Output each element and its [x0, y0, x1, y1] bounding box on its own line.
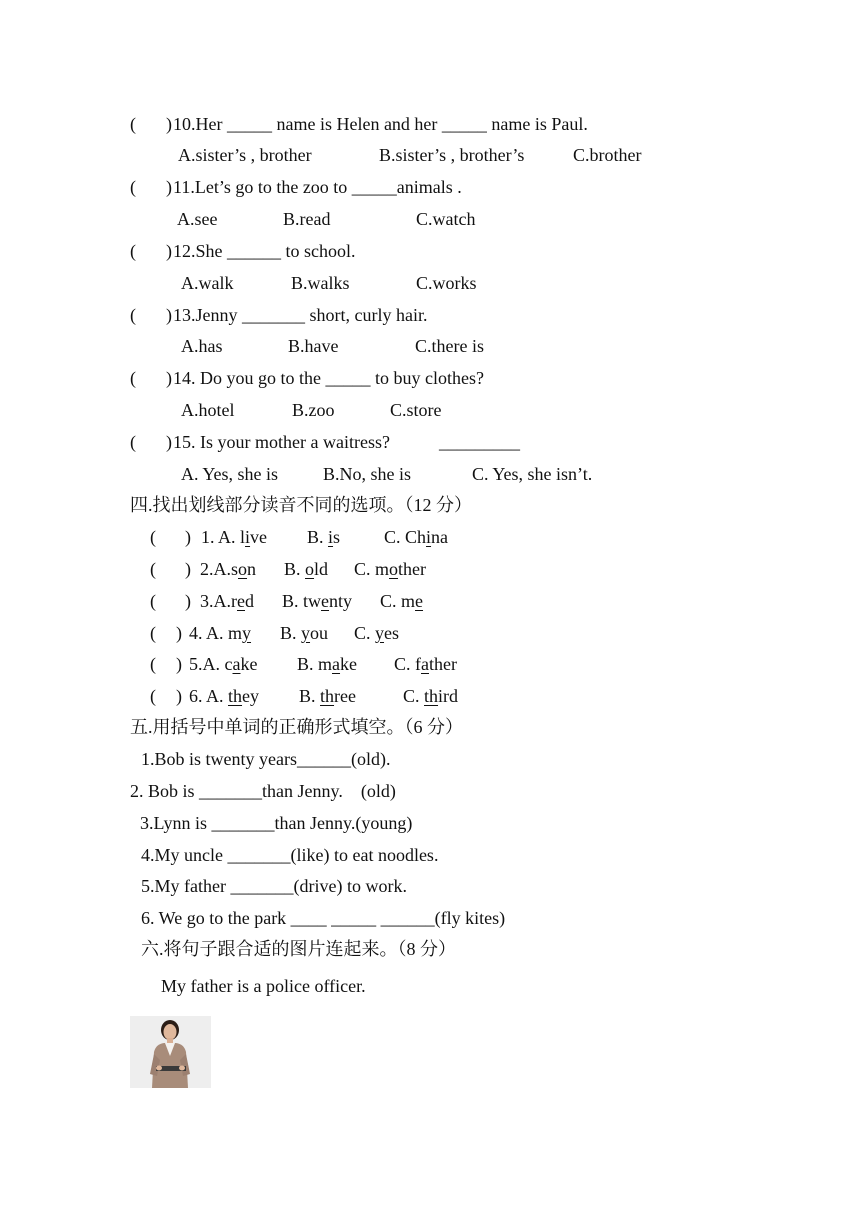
s6-sentence: My father is a police officer. [161, 976, 366, 996]
q12-paren-open: ( [130, 241, 136, 261]
q11-option-c: C.watch [416, 209, 476, 229]
q12-option-c: C.works [416, 273, 477, 293]
q13-option-b: B.have [288, 336, 339, 356]
q13-option-c: C.there is [415, 336, 484, 356]
s4-item5-paren-close: ) [176, 654, 182, 674]
q14-paren-close: ) [166, 368, 172, 388]
q10-paren-open: ( [130, 114, 136, 134]
s4-item3-option-c: C. me [380, 591, 424, 611]
q10-option-a: A.sister’s , brother [178, 145, 312, 165]
s4-item6-paren-open: ( [150, 686, 156, 706]
section6-title: 六.将句子跟合适的图片连起来。（8 分） [141, 939, 456, 959]
s4-item5-option-c: C. father [394, 654, 457, 674]
q13-paren-open: ( [130, 305, 136, 325]
s4-item2-paren-close: ) [185, 559, 191, 579]
q15-stem: 15. Is your mother a waitress? [173, 432, 390, 452]
s4-item1-paren-open: ( [150, 527, 156, 547]
q15-paren-open: ( [130, 432, 136, 452]
s4-item3-paren-open: ( [150, 591, 156, 611]
s4-item1-paren-close: ) [185, 527, 191, 547]
s4-item3-paren-close: ) [185, 591, 191, 611]
q12-option-b: B.walks [291, 273, 350, 293]
s4-item6-option-b: B. three [299, 686, 357, 706]
q15-paren-close: ) [166, 432, 172, 452]
q14-paren-open: ( [130, 368, 136, 388]
section4-title: 四.找出划线部分读音不同的选项。（12 分） [130, 495, 472, 515]
s5-item5: 5.My father _______(drive) to work. [141, 876, 407, 896]
q15-option-b: B.No, she is [323, 464, 412, 484]
s4-item6-paren-close: ) [176, 686, 182, 706]
s4-item6-option-a: 6. A. they [189, 686, 260, 706]
q14-option-b: B.zoo [292, 400, 335, 420]
s4-item4-option-a: 4. A. my [189, 623, 252, 643]
q15-answer-blank: _________ [439, 432, 520, 452]
q13-paren-close: ) [166, 305, 172, 325]
s4-item2-option-c: C. mother [354, 559, 426, 579]
section5-title: 五.用括号中单词的正确形式填空。（6 分） [130, 717, 463, 737]
q10-stem: 10.Her _____ name is Helen and her _____ name is Paul. [173, 114, 588, 134]
q14-option-a: A.hotel [181, 400, 235, 420]
q12-paren-close: ) [166, 241, 172, 261]
q11-paren-close: ) [166, 177, 172, 197]
s4-item2-option-b: B. old [284, 559, 329, 579]
q15-option-a: A. Yes, she is [181, 464, 279, 484]
s4-item4-option-b: B. you [280, 623, 329, 643]
s4-item3-option-b: B. twenty [282, 591, 353, 611]
s4-item5-paren-open: ( [150, 654, 156, 674]
s4-item5-option-b: B. make [297, 654, 358, 674]
s4-item4-paren-open: ( [150, 623, 156, 643]
s5-item4: 4.My uncle _______(like) to eat noodles. [141, 845, 439, 865]
q10-option-c: C.brother [573, 145, 642, 165]
q11-stem: 11.Let’s go to the zoo to _____animals . [173, 177, 462, 197]
q13-option-a: A.has [181, 336, 223, 356]
s4-item3-option-a: 3.A.red [200, 591, 254, 611]
q11-option-a: A.see [177, 209, 218, 229]
s4-item1-option-b: B. is [307, 527, 341, 547]
s4-item1-option-c: C. China [384, 527, 449, 547]
s5-item1: 1.Bob is twenty years______(old). [141, 749, 391, 769]
q12-option-a: A.walk [181, 273, 234, 293]
woman-holding-folder-image [130, 1016, 211, 1088]
q15-option-c: C. Yes, she isn’t. [472, 464, 593, 484]
s4-item2-option-a: 2.A.son [200, 559, 257, 579]
s4-item5-option-a: 5.A. cake [189, 654, 258, 674]
s5-item2: 2. Bob is _______than Jenny. (old) [130, 781, 396, 801]
q11-paren-open: ( [130, 177, 136, 197]
s4-item1-option-a: 1. A. live [201, 527, 268, 547]
s4-item4-paren-close: ) [176, 623, 182, 643]
q11-option-b: B.read [283, 209, 331, 229]
q12-stem: 12.She ______ to school. [173, 241, 356, 261]
q13-stem: 13.Jenny _______ short, curly hair. [173, 305, 428, 325]
q10-paren-close: ) [166, 114, 172, 134]
q14-stem: 14. Do you go to the _____ to buy clothes? [173, 368, 484, 388]
q10-option-b: B.sister’s , brother’s [379, 145, 525, 165]
s4-item4-option-c: C. yes [354, 623, 400, 643]
s5-item3: 3.Lynn is _______than Jenny.(young) [140, 813, 413, 833]
s5-item6: 6. We go to the park ____ _____ ______(fly kites) [141, 908, 506, 928]
s4-item6-option-c: C. third [403, 686, 459, 706]
q14-option-c: C.store [390, 400, 442, 420]
s4-item2-paren-open: ( [150, 559, 156, 579]
teacher-photo [130, 1016, 211, 1088]
